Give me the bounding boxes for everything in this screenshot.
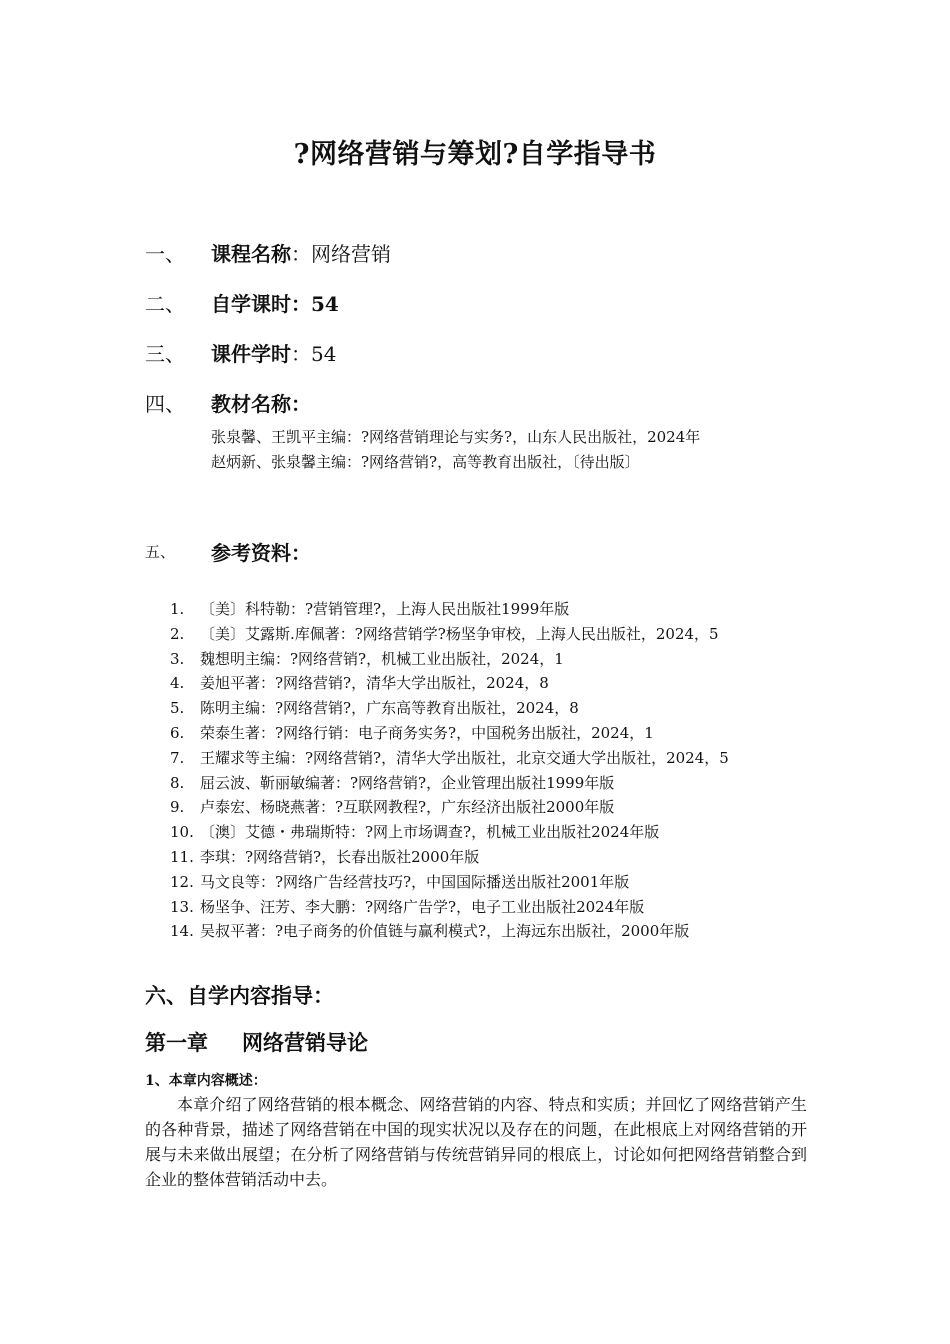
reference-text: 姜旭平著：?网络营销?，清华大学出版社，2024，8	[200, 674, 549, 693]
reference-number: 13.	[170, 897, 194, 916]
chapter-number: 第一章	[145, 1030, 208, 1055]
courseware-hours-label: 课件学时	[211, 342, 291, 366]
reference-text: 〔美〕艾露斯.库佩著：?网络营销学?杨坚争审校，上海人民出版社，2024，5	[200, 624, 719, 643]
section-4-number: 四、	[145, 392, 185, 416]
overview-paragraph: 本章介绍了网络营销的根本概念、网络营销的内容、特点和实质；并回忆了网络营销产生的各种背景，描述了网络营销在中国的现实状况以及存在的问题，在此根底上对网络营销的开展与未来做出展望；在分析了网络营销与传统营销异同的根底上，讨论如何把网络营销整合到企业的整体营销活动中去。	[145, 1095, 807, 1189]
section-5-number: 五、	[145, 543, 176, 561]
textbook-item: 张泉馨、王凯平主编：?网络营销理论与实务?，山东人民出版社，2024年	[211, 428, 701, 446]
section-1-number: 一、	[145, 242, 185, 266]
list-item	[170, 622, 729, 647]
list-item	[170, 795, 729, 820]
chapter-heading	[145, 1027, 368, 1057]
guidance-heading: 六、自学内容指导：	[145, 983, 334, 1008]
overview-label: 1、本章内容概述：	[145, 1073, 267, 1089]
section-3-line	[211, 338, 336, 367]
reference-text: 陈明主编：?网络营销?，广东高等教育出版社，2024，8	[200, 699, 579, 718]
course-name-colon: ：	[291, 242, 311, 266]
reference-number: 8.	[170, 773, 185, 792]
reference-number: 12.	[170, 872, 194, 891]
document-title: ?网络营销与筹划?自学指导书	[293, 139, 657, 170]
list-item	[170, 696, 729, 721]
reference-number: 1.	[170, 600, 185, 618]
reference-number: 9.	[170, 798, 185, 817]
reference-text: 荣泰生著：?网络行销：电子商务实务?，中国税务出版社，2024，1	[200, 723, 654, 742]
reference-text: 〔美〕科特勒：?营销管理?，上海人民出版社1999年版	[200, 600, 570, 618]
list-item	[170, 671, 729, 696]
reference-text: 杨坚争、汪芳、李大鹏：?网络广告学?，电子工业出版社2024年版	[200, 897, 645, 916]
reference-number: 14.	[170, 922, 194, 941]
list-item	[170, 647, 729, 672]
reference-text: 马文良等：?网络广告经营技巧?，中国国际播送出版社2001年版	[200, 872, 630, 891]
reference-number: 3.	[170, 649, 185, 668]
textbook-item: 赵炳新、张泉馨主编：?网络营销?，高等教育出版社，〔待出版〕	[211, 453, 640, 471]
reference-number: 4.	[170, 674, 185, 693]
reference-text: 魏想明主编：?网络营销?，机械工业出版社，2024，1	[200, 649, 564, 668]
list-item	[170, 845, 729, 870]
chapter-title: 网络营销导论	[242, 1030, 368, 1055]
list-item	[170, 771, 729, 796]
reference-number: 5.	[170, 699, 185, 718]
section-2-number: 二、	[145, 292, 185, 316]
reference-text: 〔澳〕艾德・弗瑞斯特：?网上市场调查?，机械工业出版社2024年版	[200, 823, 660, 842]
course-name-value: 网络营销	[311, 242, 391, 266]
reference-number: 10.	[170, 823, 194, 842]
list-item	[170, 820, 729, 845]
self-study-hours-value: 54	[311, 292, 339, 316]
reference-text: 卢泰宏、杨晓燕著：?互联网教程?，广东经济出版社2000年版	[200, 798, 615, 817]
section-1-line	[211, 238, 391, 267]
courseware-hours-value: 54	[311, 342, 337, 366]
reference-text: 屈云波、靳丽敏编著：?网络营销?，企业管理出版社1999年版	[200, 773, 615, 792]
textbook-label: 教材名称：	[211, 392, 311, 416]
reference-text: 李琪：?网络营销?，长春出版社2000年版	[200, 847, 480, 866]
course-name-label: 课程名称	[211, 242, 291, 266]
list-item	[170, 597, 729, 622]
reference-number: 2.	[170, 624, 185, 643]
list-item	[170, 895, 729, 920]
section-3-number: 三、	[145, 342, 185, 366]
list-item	[170, 721, 729, 746]
section-2-line	[211, 288, 339, 317]
references-label: 参考资料：	[211, 541, 311, 565]
reference-text: 王耀求等主编：?网络营销?，清华大学出版社，北京交通大学出版社，2024，5	[200, 748, 729, 767]
reference-number: 7.	[170, 748, 185, 767]
reference-number: 6.	[170, 723, 185, 742]
list-item	[170, 870, 729, 895]
list-item	[170, 919, 729, 944]
reference-list	[170, 597, 729, 944]
reference-number: 11.	[170, 847, 194, 866]
courseware-hours-colon: ：	[291, 342, 311, 366]
list-item	[170, 746, 729, 771]
reference-text: 吴叔平著：?电子商务的价值链与赢利模式?，上海远东出版社，2000年版	[200, 922, 690, 941]
self-study-hours-label: 自学课时：	[211, 292, 311, 316]
